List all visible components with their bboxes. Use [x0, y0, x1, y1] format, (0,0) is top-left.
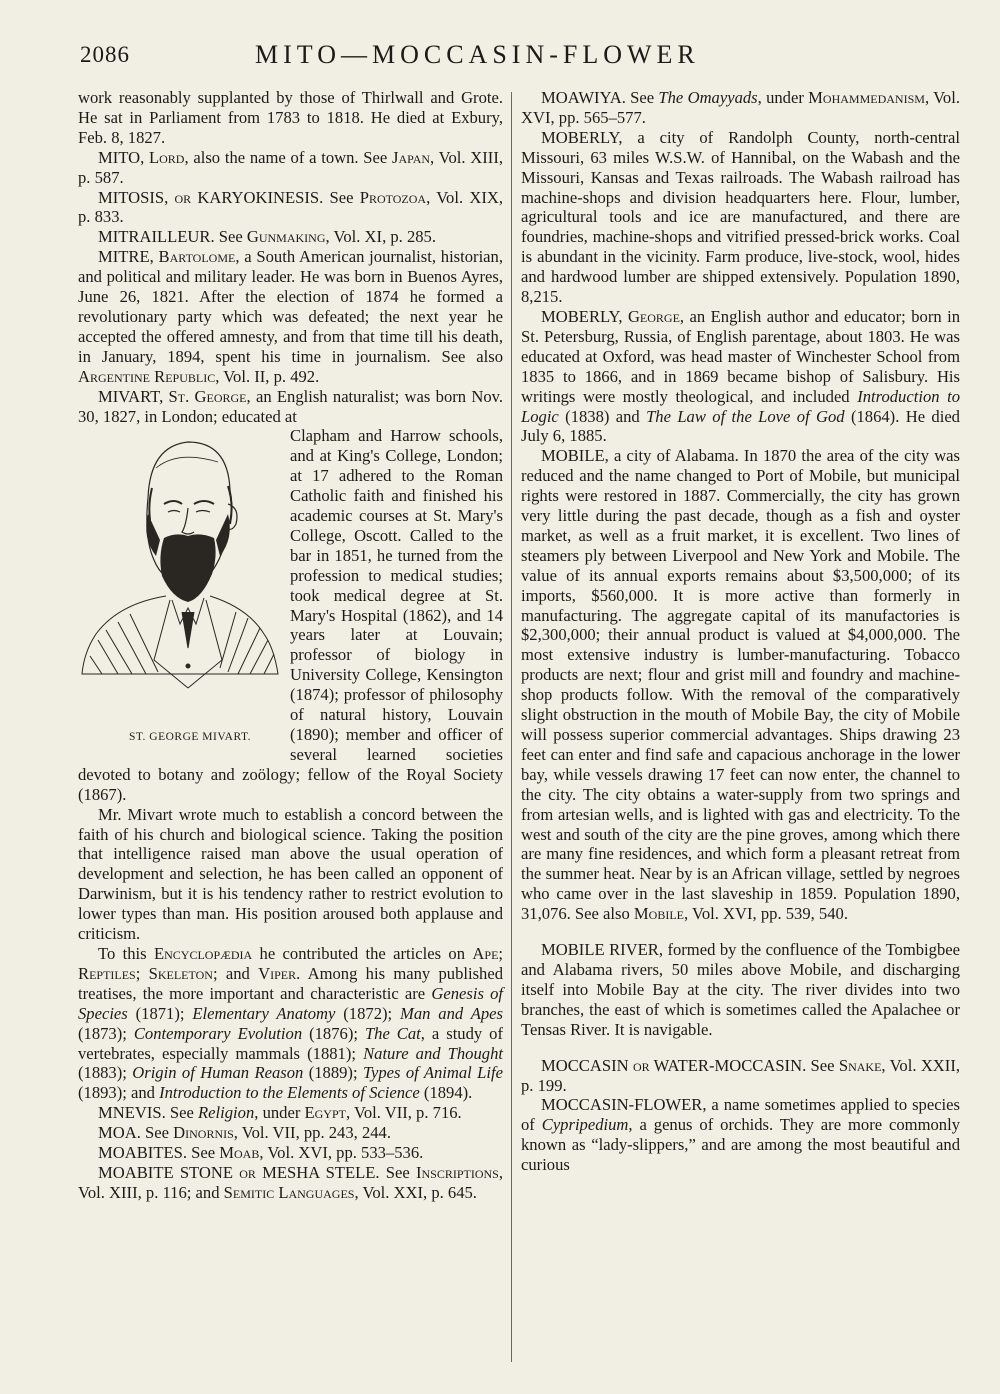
entry-mitrailleur: MITRAILLEUR. See Gunmaking, Vol. XI, p. 285. — [98, 227, 436, 247]
page-header — [80, 42, 960, 82]
column-divider — [511, 92, 512, 1362]
entry-moberly-george: MOBERLY, George, an English author and educator; born in St. Petersburg, Russia, of English parentage, about 1803. He was educated at Oxford, was head master of Winchester School from 1835 to 1866, and in 1869 became bishop of Salisbury. His writings were mostly theological, and included Introduction to Logic (1838) and The Law of the Love of God (1864). He died July 6, 1885. — [521, 306, 961, 446]
entry-mobile: MOBILE, a city of Alabama. In 1870 the area of the city was reduced and the name changed to Port of Mobile, but municipal rights were restored in 1887. Commercially, the city has grown very little during the past decade, though as a fish and oyster market, as well as a fruit market, it is excellent. Two lines of steamers ply between Liverpool and New York and Mobile. The value of its annual exports remains about $3,500,000; of its imports, $560,000. It is more active than formerly in manufacturing. The aggregate capital of its manufactories is $2,300,000; their annual product is valued at $4,000,000. The most extensive industry is lumber-manufacturing. Tobacco products are next; flour and grist mill and foundry and machine-shop products follow. With the removal of the comparatively slight obstruction in the mouth of Mobile Bay, the city of Mobile will possess superior commercial advantages. Ships drawing 23 feet can enter and find safe and capacious anchorage in the lower bay, while vessels drawing 17 feet can now enter, the channel to the city. The city obtains a water-supply from two springs and from artesian wells, and is lighted with gas and electricity. To the west and south of the city are the pine groves, among which there are many fine residences, and which form a pleasant retreat from the summer heat. Near by is an African village, settled by negroes who came over in the last slaveship in 1859. Population 1890, 31,076. See also Mobile, Vol. XVI, pp. 539, 540. — [521, 446, 960, 924]
running-head: MITO—MOCCASIN-FLOWER — [255, 40, 700, 69]
mivart-text-part: , an English naturalist; was born Nov. 30, 1827, in London; educated at — [78, 386, 503, 426]
portrait-caption: ST. GEORGE MIVART. — [128, 731, 252, 744]
portrait-engraving — [78, 428, 282, 718]
entry-mnevis: MNEVIS. See Religion, under Egypt, Vol. VII, p. 716. — [98, 1103, 462, 1123]
right-column — [521, 88, 960, 1175]
entry-moawiya: MOAWIYA. See The Omayyads, under Mohammedanism, Vol. XVI, pp. 565–577. — [521, 88, 960, 127]
entry-mivart-para2: Mr. Mivart wrote much to establish a concord between the faith of his church and biological science. Taking the position that intelligence raised man above the usual operation of development and selection, he has been called an opponent of Darwinism, but it is his tendency rather to restrict evolution to lower types than man. His position aroused both applause and criticism. — [78, 804, 503, 944]
page-number: 2086 — [80, 42, 130, 67]
entry-moccasin: MOCCASIN or WATER-MOCCASIN. See Snake, Vol. XXII, p. 199. — [521, 1055, 960, 1095]
entry-mitosis: MITOSIS, or KARYOKINESIS. See Protozoa, Vol. XIX, p. 833. — [78, 187, 503, 227]
entry-moabite-stone: MOABITE STONE or MESHA STELE. See Inscriptions, Vol. XIII, p. 116; and Semitic Languages, Vol. XXI, p. 645. — [78, 1162, 503, 1202]
entry-mito: MITO, Lord, also the name of a town. See Japan, Vol. XIII, p. 587. — [78, 147, 503, 187]
entry-mivart-para3: To this Encyclopædia he contributed the articles on Ape; Reptiles; Skeleton; and Viper. Among his many published treatises, the more important and characteristic are Genesis of Species (1871); Elementary Anatomy (1872); Man and Apes (1873); Contemporary Evolution (1876); The Cat, a study of vertebrates, especially mammals (1881); Nature and Thought (1883); Origin of Human Reason (1889); Types of Animal Life (1893); and Introduction to the Elements of Science (1894). — [78, 943, 504, 1103]
mivart-text-part: Clapham and Harrow schools, and at King's College, London; at 17 adhered to the Roman Catholic faith and finished his academic courses at St. Mary's College, Oscott. Called to the bar in 1851, he turned from the profession to medical studies; took medical degree at St. Mary's Hospital (1862), and 14 years later at Louvain; professor of biology in University College, Kensington (1874); professor of philosophy of natural history, Louvain (1890); member and officer of several learned societies devoted to botany and zoölogy; fellow of the Royal Society (1867). — [78, 426, 503, 804]
entry-moabites: MOABITES. See Moab, Vol. XVI, pp. 533–536. — [98, 1143, 424, 1163]
entry-mivart: MIVART, St. George, an English naturalist; was born Nov. 30, 1827, in London; educated at ST. GEORGE MIVART. Clapham and Harrow schools, and at King's College, London; at 17 adhered to the Roman Catholic faith and finished his academic courses at St. Mary's College, Oscott. Called to the bar in 1851, he turned from the profession to medical studies; took medical degree at St. Mary's Hospital (1862), and 14 years later at Louvain; professor of biology in University College, Kensington (1874); professor of philosophy of natural history, Louvain (1890); member and officer of several learned societies devoted to botany and zoölogy; fellow of the Royal Society (1867). — [78, 386, 503, 804]
entry-moa: MOA. See Dinornis, Vol. VII, pp. 243, 244. — [98, 1123, 391, 1143]
entry-continuation: work reasonably supplanted by those of Thirlwall and Grote. He sat in Parliament from 1783 to 1818. He died at Exbury, Feb. 8, 1827. — [78, 88, 503, 147]
entry-mitre: MITRE, Bartolome, a South American journalist, historian, and political and military leader. He was born in Buenos Ayres, June 26, 1821. After the election of 1874 he formed a revolutionary party which was defeated; the next year he accepted the offered amnesty, and from that time till his death, in January, 1894, spent his time in journalism. See also Argentine Republic, Vol. II, p. 492. — [78, 247, 503, 386]
entry-moberly-city: MOBERLY, a city of Randolph County, north-central Missouri, 63 miles W.S.W. of Hannibal, on the Wabash and the Missouri, Kansas and Texas railroads. The Wabash railroad has machine-shops and division headquarters here. Flour, lumber, agricultural tools and ice are manufactured, and there are foundries, machine-shops and vitrified pressed-brick works. Coal is abundant in the vicinity. Farm produce, live-stock, wool, hides and hardwood lumber are shipped extensively. Population 1890, 8,215. — [521, 127, 960, 307]
left-column — [78, 88, 503, 1203]
portrait-figure — [78, 428, 282, 758]
entry-moccasin-flower: MOCCASIN-FLOWER, a name sometimes applied to species of Cypripedium, a genus of orchids. They are more commonly known as “lady-slippers,” and are among the most beautiful and curious — [521, 1095, 960, 1175]
entry-mobile-river: MOBILE RIVER, formed by the confluence of the Tombigbee and Alabama rivers, 50 miles above Mobile, and discharging itself into Mobile Bay at the city. The river divides into two branches, the east of which is sometimes called the Apalachee or Tensas River. It is navigable. — [521, 940, 960, 1039]
